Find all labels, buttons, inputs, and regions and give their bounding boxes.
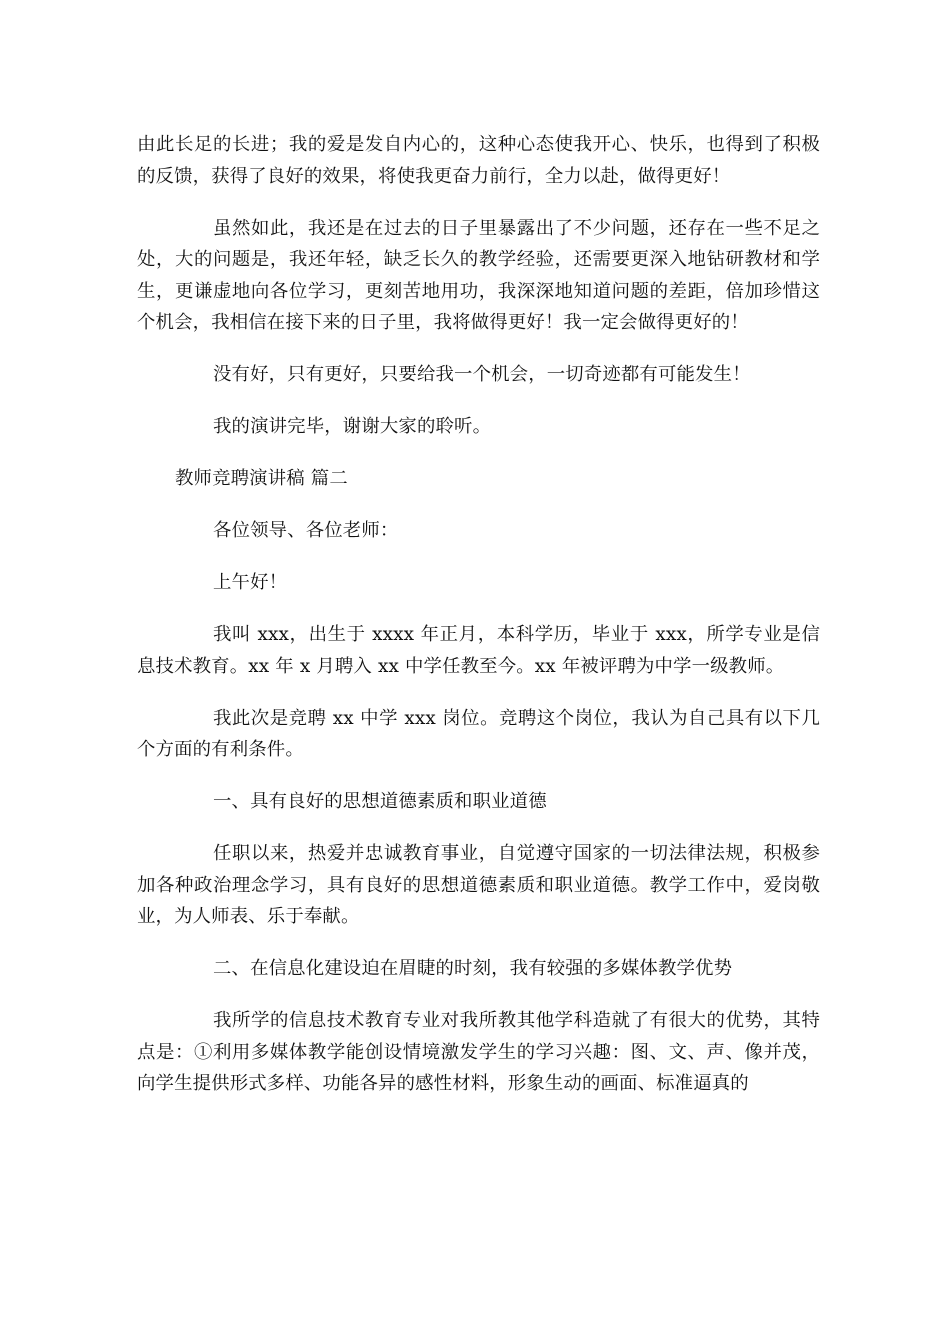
paragraph-2: 虽然如此，我还是在过去的日子里暴露出了不少问题，还存在一些不足之处，大的问题是，我还年轻，缺乏长久的教学经验，还需要更深入地钻研教材和学生，更谦虚地向各位学习，更刻苦地用功，我深深地知道问题的差距，倍加珍惜这个机会，我相信在接下来的日子里，我将做得更好！我一定会做得更好的！ bbox=[137, 217, 820, 333]
paragraph-3: 没有好，只有更好，只要给我一个机会，一切奇迹都有可能发生！ bbox=[213, 364, 751, 385]
subheading-1: 一、具有良好的思想道德素质和职业道德 bbox=[213, 791, 547, 812]
paragraph-position: 我此次是竞聘 xx 中学 xxx 岗位。竞聘这个岗位，我认为自己具有以下几个方面的有利条件。 bbox=[137, 707, 820, 760]
subheading-2: 二、在信息化建设迫在眉睫的时刻，我有较强的多媒体教学优势 bbox=[213, 958, 733, 979]
paragraph-multimedia: 我所学的信息技术教育专业对我所教其他学科造就了有很大的优势，其特点是：①利用多媒体教学能创设情境激发学生的学习兴趣：图、文、声、像并茂，向学生提供形式多样、功能各异的感性材料，形象生动的画面、标准逼真的 bbox=[137, 1010, 820, 1094]
greeting: 上午好！ bbox=[213, 572, 288, 593]
paragraph-4: 我的演讲完毕，谢谢大家的聆听。 bbox=[213, 416, 492, 437]
document-body bbox=[137, 129, 820, 1120]
paragraph-1: 由此长足的长进；我的爱是发自内心的，这种心态使我开心、快乐，也得到了积极的反馈，获得了良好的效果，将使我更奋力前行，全力以赴，做得更好！ bbox=[137, 134, 820, 187]
section-title: 教师竞聘演讲稿 篇二 bbox=[175, 468, 348, 489]
paragraph-intro: 我叫 xxx，出生于 xxxx 年正月，本科学历，毕业于 xxx，所学专业是信息技术教育。xx 年 x 月聘入 xx 中学任教至今。xx 年被评聘为中学一级教师。 bbox=[137, 624, 820, 677]
salutation: 各位领导、各位老师： bbox=[213, 520, 399, 541]
paragraph-ethics: 任职以来，热爱并忠诚教育事业，自觉遵守国家的一切法律法规，积极参加各种政治理念学习，具有良好的思想道德素质和职业道德。教学工作中，爱岗敬业，为人师表、乐于奉献。 bbox=[137, 843, 820, 927]
